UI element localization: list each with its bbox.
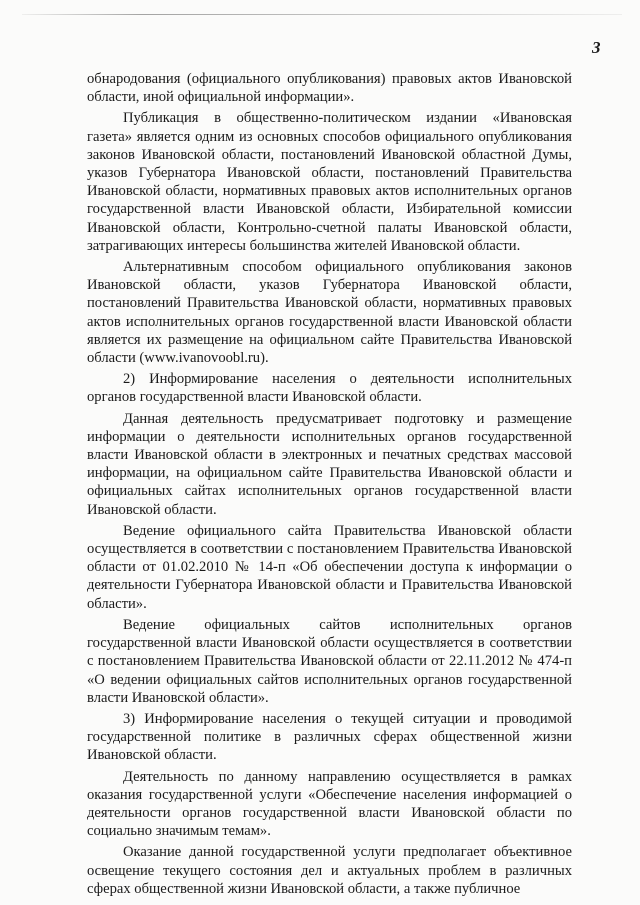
paragraph-4: 2) Информирование населения о деятельности исполнительных органов государственной власти Ивановской области. <box>87 371 572 406</box>
paragraph-9: Деятельность по данному направлению осуществляется в рамках оказания государственной услуги «Обеспечение населения информацией о деятельности органов государственной власти Ивановской области по социально значимым темам». <box>87 768 572 840</box>
paragraph-8: 3) Информирование населения о текущей ситуации и проводимой государственной политике в различных сферах общественной жизни Ивановской области. <box>87 710 572 764</box>
paragraph-10: Оказание данной государственной услуги предполагает объективное освещение текущего состояния дел и актуальных проблем в различных сферах общественной жизни Ивановской области, а также публичное <box>87 844 572 897</box>
paragraph-1: обнародования (официального опубликования) правовых актов Ивановской области, иной официальной информации». <box>87 71 572 106</box>
page-number: 3 <box>592 38 601 57</box>
paragraph-7: Ведение официальных сайтов исполнительных органов государственной власти Ивановской области осуществляется в соответствии с постановлением Правительства Ивановской области от 22.11.2012 № 474-п «О ведении официальных сайтов исполнительных органов государственной власти Ивановской области». <box>87 616 572 706</box>
paragraph-6: Ведение официального сайта Правительства Ивановской области осуществляется в соответствии с постановлением Правительства Ивановской области от 01.02.2010 № 14-п «Об обеспечении доступа к информации о деятельности Губернатора Ивановской области и Правительства Ивановской области». <box>87 522 572 612</box>
paragraph-3: Альтернативным способом официального опубликования законов Ивановской области, указов Губернатора Ивановской области, постановлений Правительства Ивановской области, нормативных правовых актов исполнительных органов государственной власти Ивановской области является их размещение на официальном сайте Правительства Ивановской области (www.ivanovoobl.ru). <box>87 259 572 367</box>
scan-top-rule <box>22 14 622 15</box>
document-body <box>87 70 572 901</box>
paragraph-2: Публикация в общественно-политическом издании «Ивановская газета» является одним из основных способов официального опубликования законов Ивановской области, постановлений Ивановской областной Думы, указов Губернатора Ивановской области, постановлений Правительства Ивановской области, нормативных правовых актов исполнительных органов государственной власти Ивановской области, Избирательной комиссии Ивановской области, Контрольно-счетной палаты Ивановской области, затрагивающих интересы большинства жителей Ивановской области. <box>87 110 572 254</box>
paragraph-5: Данная деятельность предусматривает подготовку и размещение информации о деятельности исполнительных органов государственной власти Ивановской области в электронных и печатных средствах массовой информации, на официальном сайте Правительства Ивановской области и официальных сайтах исполнительных органов государственной власти Ивановской области. <box>87 410 572 518</box>
